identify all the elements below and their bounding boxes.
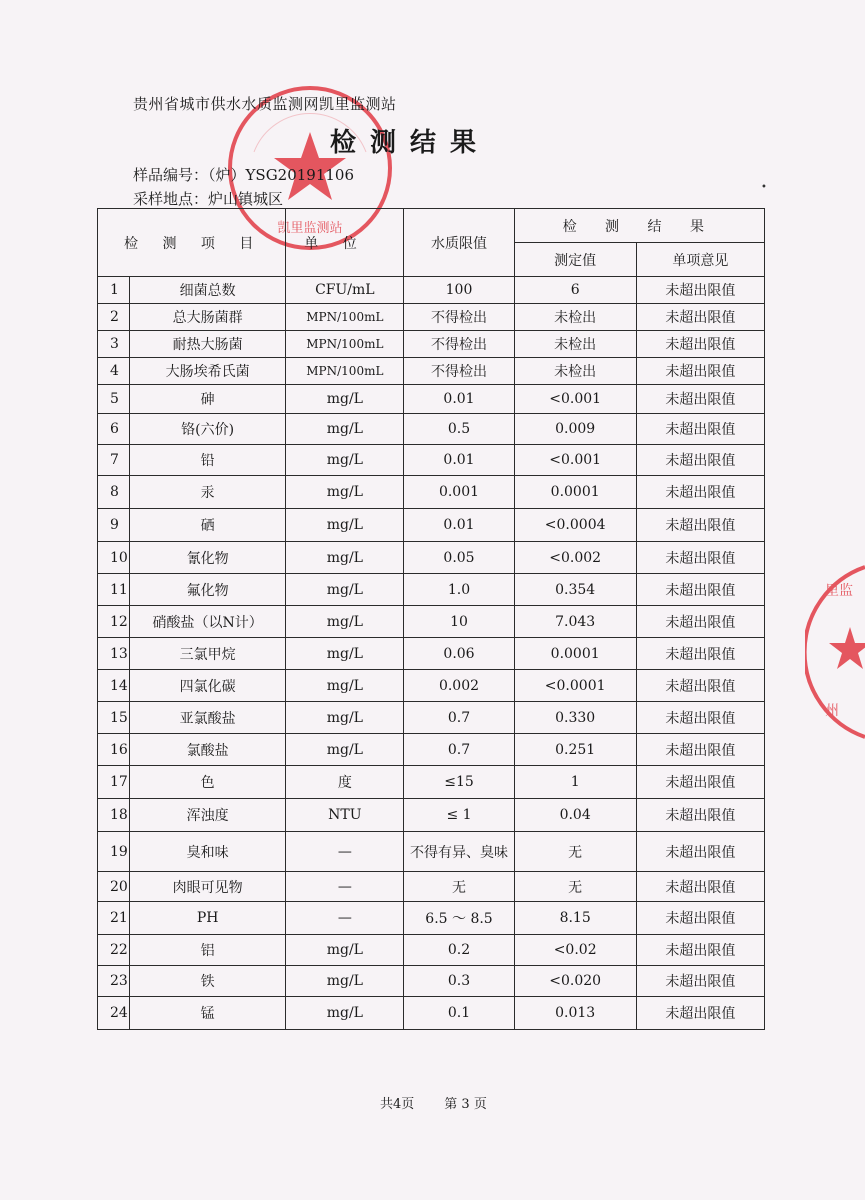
- unit: mg/L: [286, 574, 404, 606]
- results-table: [97, 208, 765, 1030]
- opinion: 未超出限值: [636, 304, 764, 331]
- test-item: 砷: [130, 385, 286, 414]
- limit-value: 0.7: [404, 734, 514, 766]
- limit-value: 0.5: [404, 414, 514, 445]
- row-index: 2: [98, 304, 130, 331]
- unit: NTU: [286, 799, 404, 832]
- opinion: 未超出限值: [636, 358, 764, 385]
- measured-value: 无: [514, 832, 636, 872]
- scan-speck: •: [761, 182, 767, 193]
- test-item: 硒: [130, 509, 286, 542]
- limit-value: 不得检出: [404, 304, 514, 331]
- table-row: [98, 872, 765, 902]
- table-row: [98, 414, 765, 445]
- limit-value: 0.06: [404, 638, 514, 670]
- row-index: 9: [98, 509, 130, 542]
- row-index: 18: [98, 799, 130, 832]
- sample-number-value: （炉）YSG20191106: [208, 166, 355, 184]
- table-row: [98, 542, 765, 574]
- unit: MPN/100mL: [286, 331, 404, 358]
- header-results: 检 测 结 果: [514, 209, 764, 243]
- limit-value: 0.001: [404, 476, 514, 509]
- limit-value: ≤ 1: [404, 799, 514, 832]
- opinion: 未超出限值: [636, 670, 764, 702]
- row-index: 21: [98, 902, 130, 935]
- row-index: 16: [98, 734, 130, 766]
- row-index: 11: [98, 574, 130, 606]
- opinion: 未超出限值: [636, 445, 764, 476]
- limit-value: ≤15: [404, 766, 514, 799]
- opinion: 未超出限值: [636, 872, 764, 902]
- unit: mg/L: [286, 606, 404, 638]
- row-index: 17: [98, 766, 130, 799]
- test-item: 色: [130, 766, 286, 799]
- unit: mg/L: [286, 702, 404, 734]
- test-item: 氯酸盐: [130, 734, 286, 766]
- unit: —: [286, 902, 404, 935]
- table-row: [98, 574, 765, 606]
- test-item: 肉眼可见物: [130, 872, 286, 902]
- limit-value: 6.5 ～ 8.5: [404, 902, 514, 935]
- row-index: 3: [98, 331, 130, 358]
- unit: mg/L: [286, 935, 404, 966]
- row-index: 5: [98, 385, 130, 414]
- row-index: 15: [98, 702, 130, 734]
- sampling-location-line: [133, 188, 283, 209]
- current-page: 第 3 页: [444, 1097, 487, 1112]
- table-row: [98, 734, 765, 766]
- limit-value: 100: [404, 277, 514, 304]
- row-index: 7: [98, 445, 130, 476]
- table-row: [98, 670, 765, 702]
- measured-value: 0.04: [514, 799, 636, 832]
- measured-value: 未检出: [514, 331, 636, 358]
- opinion: 未超出限值: [636, 331, 764, 358]
- unit: MPN/100mL: [286, 358, 404, 385]
- unit: —: [286, 832, 404, 872]
- table-row: [98, 902, 765, 935]
- table-row: [98, 304, 765, 331]
- opinion: 未超出限值: [636, 277, 764, 304]
- limit-value: 不得检出: [404, 358, 514, 385]
- test-item: 四氯化碳: [130, 670, 286, 702]
- unit: CFU/mL: [286, 277, 404, 304]
- table-row: [98, 935, 765, 966]
- table-row: [98, 476, 765, 509]
- limit-value: 0.05: [404, 542, 514, 574]
- opinion: 未超出限值: [636, 902, 764, 935]
- organization-name: 贵州省城市供水水质监测网凯里监测站: [133, 95, 397, 113]
- limit-value: 0.01: [404, 445, 514, 476]
- measured-value: <0.0001: [514, 670, 636, 702]
- header-opinion: 单项意见: [636, 243, 764, 277]
- unit: mg/L: [286, 734, 404, 766]
- row-index: 13: [98, 638, 130, 670]
- test-item: 锰: [130, 997, 286, 1030]
- measured-value: 0.009: [514, 414, 636, 445]
- unit: mg/L: [286, 445, 404, 476]
- svg-text:州: 州: [825, 703, 839, 719]
- measured-value: 0.354: [514, 574, 636, 606]
- unit: MPN/100mL: [286, 304, 404, 331]
- measured-value: 7.043: [514, 606, 636, 638]
- edge-seal: [805, 565, 865, 740]
- row-index: 14: [98, 670, 130, 702]
- test-item: 硝酸盐（以N计）: [130, 606, 286, 638]
- test-item: 铅: [130, 445, 286, 476]
- test-item: 浑浊度: [130, 799, 286, 832]
- sample-number-label: 样品编号：: [133, 166, 209, 184]
- sampling-location-label: 采样地点：: [133, 190, 209, 208]
- measured-value: 0.330: [514, 702, 636, 734]
- table-row: [98, 385, 765, 414]
- results-body: [98, 277, 765, 1030]
- row-index: 4: [98, 358, 130, 385]
- row-index: 8: [98, 476, 130, 509]
- test-item: 铬(六价): [130, 414, 286, 445]
- table-row: [98, 509, 765, 542]
- unit: mg/L: [286, 997, 404, 1030]
- measured-value: <0.0004: [514, 509, 636, 542]
- header-measured: 测定值: [514, 243, 636, 277]
- table-row: [98, 766, 765, 799]
- unit: mg/L: [286, 476, 404, 509]
- test-item: 大肠埃希氏菌: [130, 358, 286, 385]
- test-item: 臭和味: [130, 832, 286, 872]
- svg-text:凯里监测站: 凯里监测站: [277, 221, 343, 236]
- header-test-item: 检 测 项 目: [98, 209, 286, 277]
- table-row: [98, 358, 765, 385]
- page-title: 检测结果: [330, 128, 491, 158]
- limit-value: 10: [404, 606, 514, 638]
- limit-value: 0.2: [404, 935, 514, 966]
- page-footer: [380, 1093, 517, 1112]
- limit-value: 不得检出: [404, 331, 514, 358]
- opinion: 未超出限值: [636, 966, 764, 997]
- opinion: 未超出限值: [636, 997, 764, 1030]
- measured-value: 未检出: [514, 304, 636, 331]
- opinion: 未超出限值: [636, 702, 764, 734]
- opinion: 未超出限值: [636, 766, 764, 799]
- table-row: [98, 799, 765, 832]
- measured-value: <0.001: [514, 385, 636, 414]
- limit-value: 0.01: [404, 385, 514, 414]
- measured-value: <0.002: [514, 542, 636, 574]
- table-row: [98, 832, 765, 872]
- header-unit: 单 位: [286, 209, 404, 277]
- unit: mg/L: [286, 414, 404, 445]
- limit-value: 不得有异、臭味: [404, 832, 514, 872]
- opinion: 未超出限值: [636, 385, 764, 414]
- opinion: 未超出限值: [636, 935, 764, 966]
- opinion: 未超出限值: [636, 414, 764, 445]
- sampling-location-value: 炉山镇城区: [208, 190, 284, 208]
- row-index: 6: [98, 414, 130, 445]
- test-item: 氟化物: [130, 574, 286, 606]
- header-limit: 水质限值: [404, 209, 514, 277]
- unit: mg/L: [286, 638, 404, 670]
- limit-value: 0.01: [404, 509, 514, 542]
- table-row: [98, 331, 765, 358]
- measured-value: 0.0001: [514, 476, 636, 509]
- opinion: 未超出限值: [636, 574, 764, 606]
- opinion: 未超出限值: [636, 734, 764, 766]
- opinion: 未超出限值: [636, 542, 764, 574]
- test-item: 铝: [130, 935, 286, 966]
- opinion: 未超出限值: [636, 606, 764, 638]
- limit-value: 0.1: [404, 997, 514, 1030]
- limit-value: 0.7: [404, 702, 514, 734]
- table-row: [98, 638, 765, 670]
- test-item: 总大肠菌群: [130, 304, 286, 331]
- row-index: 22: [98, 935, 130, 966]
- measured-value: <0.001: [514, 445, 636, 476]
- row-index: 1: [98, 277, 130, 304]
- svg-text:里监: 里监: [825, 583, 853, 599]
- measured-value: <0.02: [514, 935, 636, 966]
- total-pages: 共4页: [380, 1097, 415, 1112]
- unit: 度: [286, 766, 404, 799]
- opinion: 未超出限值: [636, 509, 764, 542]
- row-index: 19: [98, 832, 130, 872]
- row-index: 20: [98, 872, 130, 902]
- test-item: 细菌总数: [130, 277, 286, 304]
- test-item: PH: [130, 902, 286, 935]
- row-index: 23: [98, 966, 130, 997]
- limit-value: 0.3: [404, 966, 514, 997]
- measured-value: 8.15: [514, 902, 636, 935]
- unit: mg/L: [286, 966, 404, 997]
- row-index: 10: [98, 542, 130, 574]
- opinion: 未超出限值: [636, 832, 764, 872]
- measured-value: 0.013: [514, 997, 636, 1030]
- test-item: 耐热大肠菌: [130, 331, 286, 358]
- opinion: 未超出限值: [636, 799, 764, 832]
- unit: mg/L: [286, 670, 404, 702]
- opinion: 未超出限值: [636, 476, 764, 509]
- measured-value: 未检出: [514, 358, 636, 385]
- unit: —: [286, 872, 404, 902]
- table-row: [98, 606, 765, 638]
- table-row: [98, 702, 765, 734]
- row-index: 24: [98, 997, 130, 1030]
- test-item: 汞: [130, 476, 286, 509]
- unit: mg/L: [286, 542, 404, 574]
- sample-number-line: [133, 164, 354, 185]
- limit-value: 1.0: [404, 574, 514, 606]
- row-index: 12: [98, 606, 130, 638]
- limit-value: 0.002: [404, 670, 514, 702]
- limit-value: 无: [404, 872, 514, 902]
- test-item: 铁: [130, 966, 286, 997]
- test-item: 三氯甲烷: [130, 638, 286, 670]
- test-item: 氰化物: [130, 542, 286, 574]
- table-row: [98, 277, 765, 304]
- measured-value: 6: [514, 277, 636, 304]
- table-row: [98, 966, 765, 997]
- measured-value: <0.020: [514, 966, 636, 997]
- measured-value: 1: [514, 766, 636, 799]
- opinion: 未超出限值: [636, 638, 764, 670]
- table-row: [98, 997, 765, 1030]
- test-item: 亚氯酸盐: [130, 702, 286, 734]
- table-row: [98, 445, 765, 476]
- unit: mg/L: [286, 509, 404, 542]
- measured-value: 无: [514, 872, 636, 902]
- measured-value: 0.0001: [514, 638, 636, 670]
- measured-value: 0.251: [514, 734, 636, 766]
- unit: mg/L: [286, 385, 404, 414]
